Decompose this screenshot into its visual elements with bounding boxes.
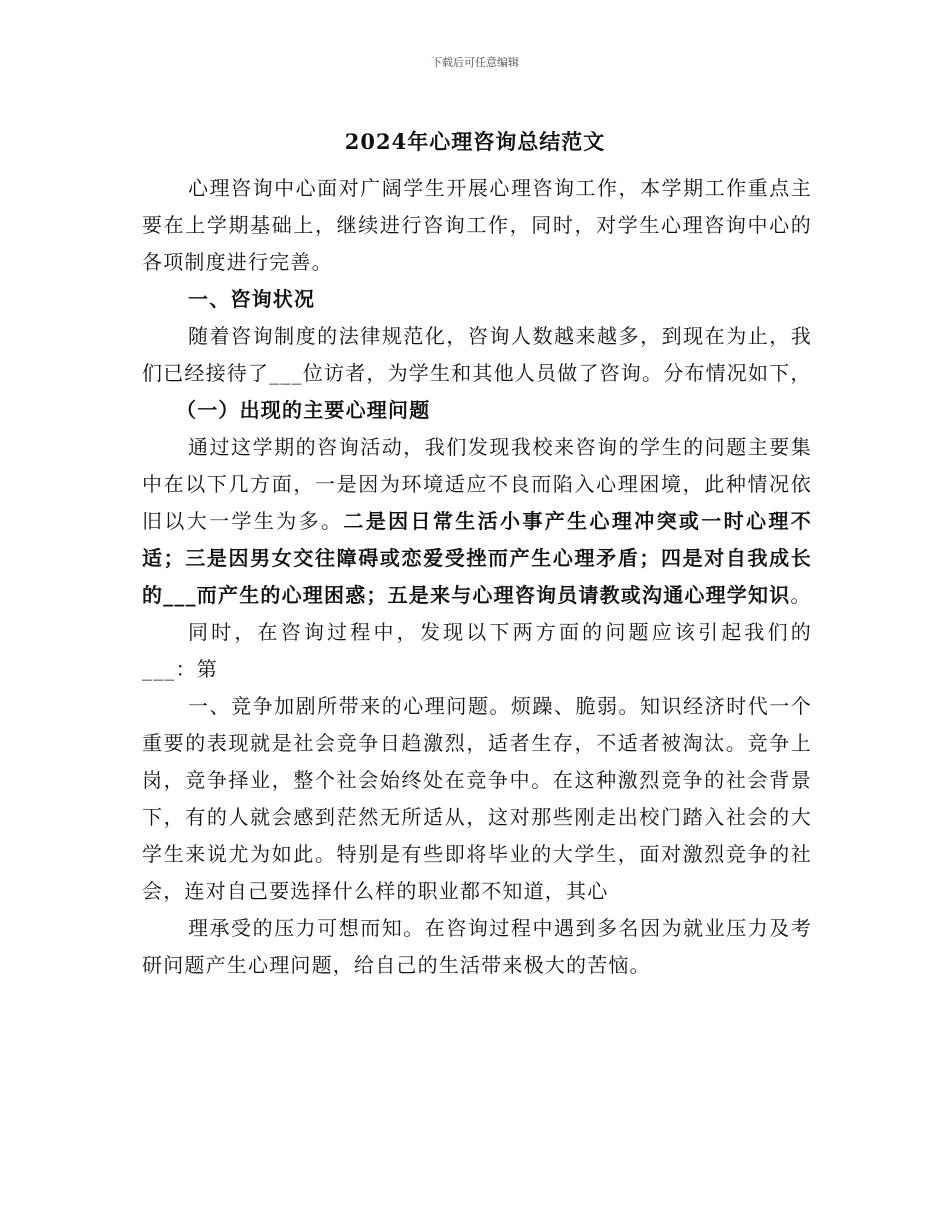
subsection-heading-main-problems: （一）出现的主要心理问题 <box>176 398 431 422</box>
paragraph-consultation-count: 随着咨询制度的法律规范化，咨询人数越来越多，到现在为止，我们已经接待了___位访者，为学生和其他人员做了咨询。分布情况如下， <box>142 324 812 385</box>
document-body <box>142 170 812 984</box>
problems-text-end: 。 <box>790 583 812 607</box>
paragraph-attention: 同时，在咨询过程中，发现以下两方面的问题应该引起我们的___：第 <box>142 620 812 681</box>
problems-text-normal: 通过这学期的咨询活动，我们发现我校来咨询的学生的问题主要集中在以下几方面，一是因为环境适应不良而陷入心理困境，此种情况依旧以大一学生为多。 <box>142 435 812 533</box>
paragraph-intro: 心理咨询中心面对广阔学生开展心理咨询工作，本学期工作重点主要在上学期基础上，继续进行咨询工作，同时，对学生心理咨询中心的各项制度进行完善。 <box>142 176 812 274</box>
paragraph-pressure: 理承受的压力可想而知。在咨询过程中遇到多名因为就业压力及考研问题产生心理问题，给自己的生活带来极大的苦恼。 <box>142 916 812 977</box>
header-note: 下载后可任意编辑 <box>431 56 519 69</box>
document-title: 2024年心理咨询总结范文 <box>344 129 606 154</box>
paragraph-main-problems <box>142 429 812 614</box>
section-heading-consultation-status: 一、咨询状况 <box>188 287 316 311</box>
problems-text-bold: 二是因日常生活小事产生心理冲突或一时心理不适；三是因男女交往障碍或恋爱受挫而产生心理矛盾；四是对自我成长的___而产生的心理困惑；五是来与心理咨询员请教或沟通心理学知识 <box>142 509 812 607</box>
paragraph-competition: 一、竞争加剧所带来的心理问题。烦躁、脆弱。知识经济时代一个重要的表现就是社会竞争日趋激烈，适者生存，不适者被淘汰。竞争上岗，竞争择业，整个社会始终处在竞争中。在这种激烈竞争的社会背景下，有的人就会感到茫然无所适从，这对那些刚走出校门踏入社会的大学生来说尤为如此。特别是有些即将毕业的大学生，面对激烈竞争的社会，连对自己要选择什么样的职业都不知道，其心 <box>142 694 812 903</box>
